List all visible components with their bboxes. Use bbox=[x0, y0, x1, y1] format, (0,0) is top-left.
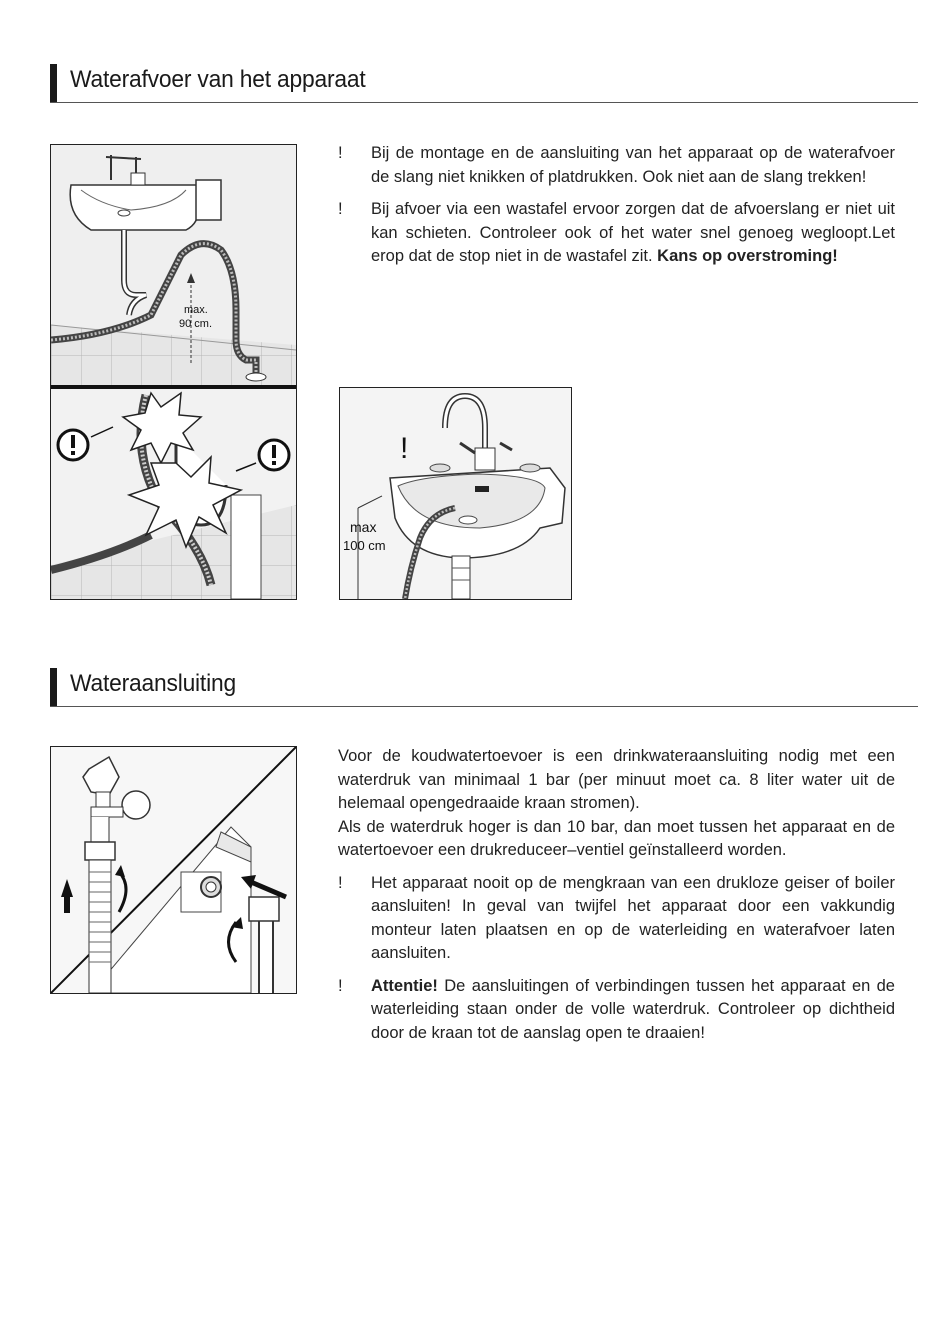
paragraph: Voor de koudwatertoevoer is een drinkwateraansluiting nodig met een waterdruk van minimaal 1 bar (per minuut moet ca. 8 liter water uit de helemaal opengedraaide kraan stromen). bbox=[338, 747, 895, 812]
section-title: Wateraansluiting bbox=[70, 670, 236, 697]
item-text: Bij de montage en de aansluiting van het apparaat op de waterafvoer de slang niet knikken of platdrukken. Ook niet aan de slang trekken! bbox=[371, 144, 895, 186]
item-text: De aansluitingen of verbindingen tussen het apparaat en de waterleiding staan onder de volle waterdruk. Controleer op dichtheid door de kraan tot de aanslag open te draaien! bbox=[371, 976, 895, 1042]
paragraph: Als de waterdruk hoger is dan 10 bar, dan moet tussen het apparaat en de watertoevoer een drukreduceer–ventiel geïnstalleerd worden. bbox=[338, 817, 895, 859]
exclamation-mark: ! bbox=[338, 144, 343, 162]
list-item bbox=[338, 975, 895, 1046]
item-text: Het apparaat nooit op de mengkraan van een drukloze geiser of boiler aansluiten! In geval van twijfel het apparaat door een vakkundig monteur laten plaatsen en op de waterleiding en waterafvoer laten aansluiten. bbox=[371, 873, 895, 962]
basin-warning-mark: ! bbox=[400, 432, 409, 465]
item-bold-warning: Kans op overstroming! bbox=[657, 247, 838, 265]
heading-bar bbox=[50, 668, 57, 706]
section-heading-supply bbox=[50, 668, 918, 707]
basin-label-height: 100 cm bbox=[343, 538, 386, 553]
supply-instructions bbox=[338, 745, 895, 1054]
list-item bbox=[338, 198, 895, 269]
siphon-label-height: 90 cm. bbox=[179, 318, 213, 330]
siphon-label-max: max. bbox=[184, 304, 208, 316]
exclamation-mark: ! bbox=[338, 873, 343, 892]
list-item bbox=[338, 872, 895, 966]
item-text: Bij afvoer via een wastafel ervoor zorgen dat de afvoerslang er niet uit kan schieten. Controleer ook of het water snel genoeg wegloopt.Let erop dat de stop niet in de wastafel zit. bbox=[371, 200, 895, 265]
section-title: Waterafvoer van het apparaat bbox=[70, 66, 366, 93]
basin-illustration bbox=[339, 387, 572, 600]
exclamation-mark: ! bbox=[338, 200, 343, 218]
exclamation-mark: ! bbox=[338, 976, 343, 995]
basin-label-max: max bbox=[350, 519, 377, 535]
list-item bbox=[338, 142, 895, 189]
section-heading-drain bbox=[50, 64, 918, 103]
drain-illustration bbox=[50, 144, 297, 600]
heading-bar bbox=[50, 64, 57, 102]
tap-connection-illustration bbox=[50, 746, 297, 994]
item-bold-lead: Attentie! bbox=[371, 976, 438, 995]
drain-instructions bbox=[338, 142, 895, 278]
